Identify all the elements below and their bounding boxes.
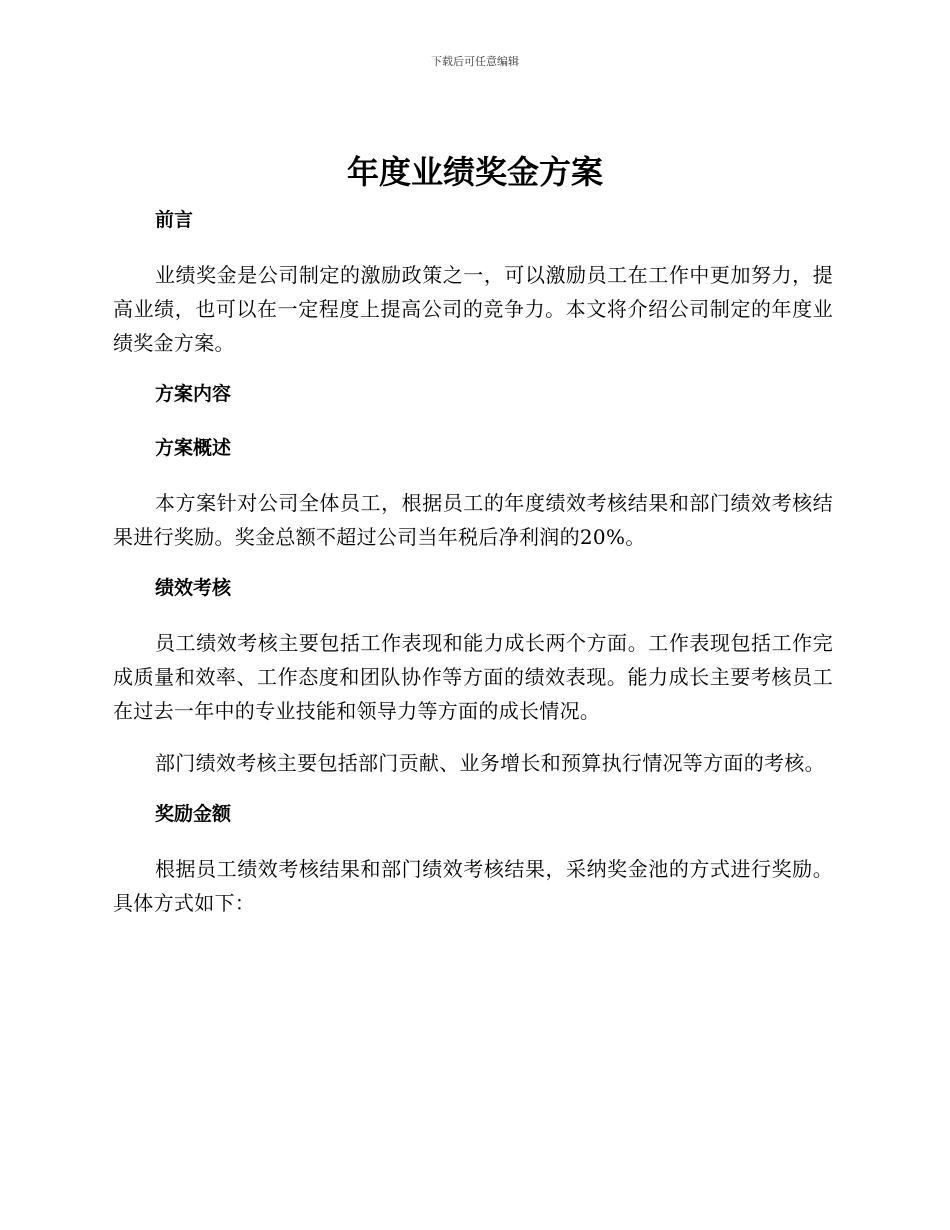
section-heading-performance-review: 绩效考核 xyxy=(155,577,232,599)
section-heading-plan-overview: 方案概述 xyxy=(155,437,232,459)
document-title: 年度业绩奖金方案 xyxy=(346,153,603,191)
paragraph-department-review: 部门绩效考核主要包括部门贡献、业务增长和预算执行情况等方面的考核。 xyxy=(155,751,825,775)
header-note: 下载后可任意编辑 xyxy=(431,55,519,68)
paragraph-bonus-amount: 根据员工绩效考核结果和部门绩效考核结果，采纳奖金池的方式进行奖励。具体方式如下： xyxy=(113,857,833,915)
paragraph-plan-overview: 本方案针对公司全体员工，根据员工的年度绩效考核结果和部门绩效考核结果进行奖励。奖金总额不超过公司当年税后净利润的20%。 xyxy=(113,491,833,549)
paragraph-employee-review: 员工绩效考核主要包括工作表现和能力成长两个方面。工作表现包括工作完成质量和效率、工作态度和团队协作等方面的绩效表现。能力成长主要考核员工在过去一年中的专业技能和领导力等方面的成长情况。 xyxy=(113,631,833,723)
section-heading-plan-content: 方案内容 xyxy=(155,383,232,405)
section-heading-preface: 前言 xyxy=(155,209,194,231)
section-heading-bonus-amount: 奖励金额 xyxy=(155,803,232,825)
paragraph-preface: 业绩奖金是公司制定的激励政策之一，可以激励员工在工作中更加努力，提高业绩，也可以在一定程度上提高公司的竞争力。本文将介绍公司制定的年度业绩奖金方案。 xyxy=(113,263,833,355)
document-body xyxy=(113,204,833,938)
